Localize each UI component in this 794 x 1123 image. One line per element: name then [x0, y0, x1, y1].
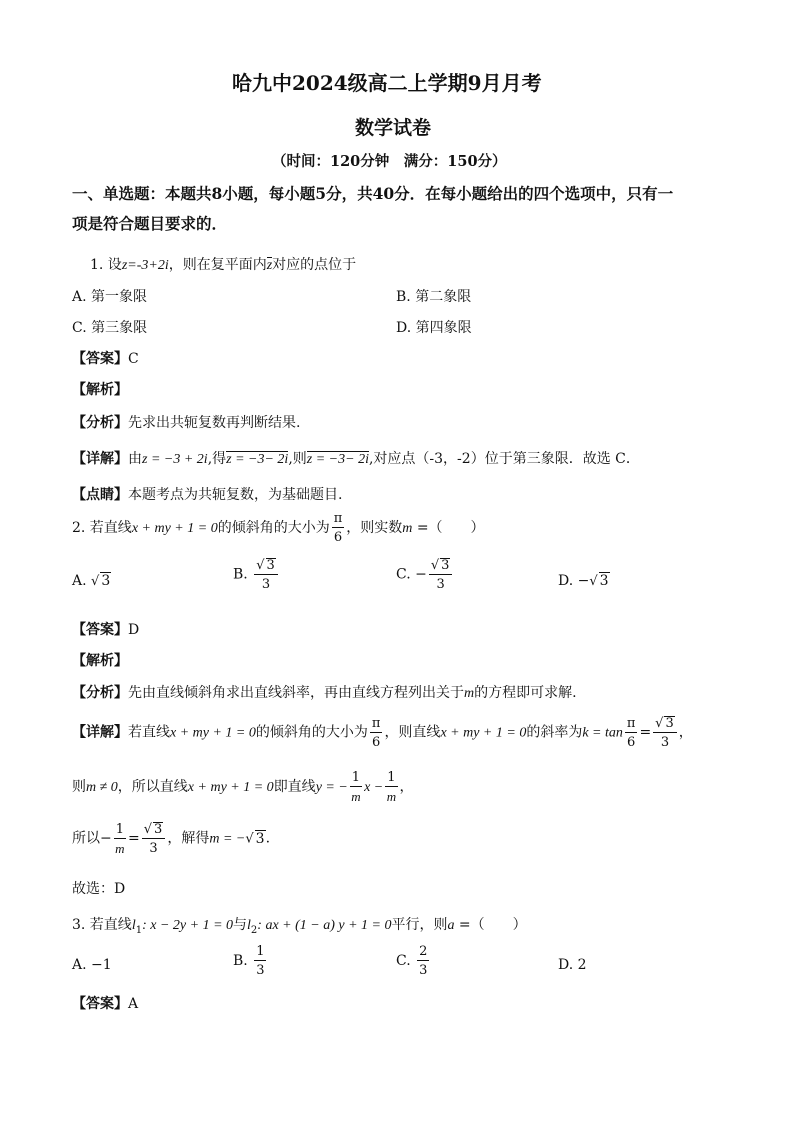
- sqrt-sign: √: [430, 558, 440, 573]
- q1-detail-c: ,则: [288, 451, 307, 467]
- fraction-denominator: 6: [333, 530, 343, 545]
- radicand: 3: [665, 716, 674, 731]
- q2-answer-value: D: [128, 622, 140, 638]
- fraction-numerator: π: [371, 715, 381, 731]
- sqrt-sign: √: [245, 831, 254, 847]
- q1-fenxi-text: 先求出共轭复数再判断结果.: [128, 415, 301, 431]
- q3-l2: l: [247, 918, 251, 933]
- q2-conclusion: 故选：D: [72, 881, 126, 897]
- q2-d2-one-over-m: [350, 771, 362, 803]
- q1-answer-value: C: [128, 351, 139, 367]
- q3-stem-mid: 与: [233, 917, 248, 933]
- q1-stem-equation: z=-3+2i: [121, 258, 169, 273]
- q2-d1-k: k = tan: [582, 725, 623, 741]
- q1-option-a: A. 第一象限: [72, 289, 148, 305]
- q2-stem-equation: x + my + 1 = 0: [131, 521, 218, 536]
- q1-detail-eq3: z = −3− 2i: [306, 452, 369, 467]
- q3-stem-end: =（ ）: [454, 917, 527, 933]
- fraction-denominator: 3: [436, 577, 445, 592]
- fraction-numerator: 1: [351, 770, 361, 785]
- fraction-denominator: 3: [149, 841, 158, 856]
- q2-fenxi-a: 先由直线倾斜角求出直线斜率，再由直线方程列出关于: [128, 685, 464, 701]
- sqrt-sign: √: [91, 574, 100, 589]
- q1-dianjing-text: 本题考点为共轭复数，为基础题目.: [128, 487, 343, 503]
- radicand: 3: [441, 558, 450, 573]
- q2-d1-a: 若直线: [128, 724, 170, 741]
- answer-label: 【答案】: [72, 351, 128, 367]
- q2-d3-sqrt3-over-3: [142, 822, 166, 855]
- answer-label: 【答案】: [72, 622, 128, 638]
- q1-detail: [72, 448, 640, 468]
- q1-detail-eq2: z = −3− 2i: [226, 452, 289, 467]
- q2-option-c-label: C.: [396, 566, 411, 583]
- fraction-numerator: 1: [256, 944, 265, 959]
- q3-option-d: D. 2: [558, 957, 587, 973]
- q3-l1: l: [131, 918, 136, 933]
- q2-stem-prefix: 2. 若直线: [72, 520, 132, 536]
- q3-option-b: [233, 945, 268, 977]
- q3-l1-sub: 1: [135, 924, 143, 936]
- fraction-denominator: m: [386, 789, 397, 804]
- q2-option-a: [72, 572, 111, 589]
- radicand: 3: [266, 558, 275, 573]
- q3-l2-sub: 2: [250, 924, 258, 936]
- q1-detail-eq1: z = −3 + 2i: [142, 452, 208, 467]
- q3-option-b-fraction: [254, 945, 266, 977]
- q1-option-c: C. 第三象限: [72, 320, 148, 336]
- page-title: 哈九中2024级高二上学期9月月考: [232, 71, 542, 95]
- q2-option-b-label: B.: [233, 566, 248, 583]
- section-heading-line2: 项是符合题目要求的．: [72, 214, 228, 233]
- fraction-denominator: m: [351, 789, 361, 804]
- q2-d2-c: 即直线: [273, 779, 316, 795]
- fraction-numerator: [429, 558, 453, 575]
- detail-label: 【详解】: [72, 724, 128, 741]
- minus-sign: −: [415, 566, 427, 583]
- sqrt-sign: √: [655, 716, 664, 731]
- sqrt-sign: √: [589, 574, 598, 589]
- q2-fenxi: [72, 682, 577, 702]
- q3-option-b-label: B.: [233, 953, 248, 969]
- q2-d3-minus: −: [100, 830, 112, 847]
- radicand: 3: [154, 822, 163, 837]
- exam-meta: （时间：120分钟 满分：150分）: [272, 153, 507, 170]
- q2-option-b: [233, 558, 280, 591]
- q1-answer: [72, 348, 139, 368]
- q2-d1-eqsign: =: [639, 724, 652, 741]
- q3-option-c: [396, 945, 431, 977]
- q1-stem: [90, 254, 356, 274]
- q2-option-a-label: A.: [72, 573, 87, 589]
- fenxi-label: 【分析】: [72, 685, 128, 701]
- q2-d1-d: 的斜率为: [526, 724, 583, 741]
- analysis-label: 【解析】: [72, 653, 128, 669]
- q1-option-d: D. 第四象限: [396, 320, 472, 336]
- fenxi-label: 【分析】: [72, 415, 128, 431]
- fraction-denominator: 6: [627, 734, 636, 750]
- analysis-label: 【解析】: [72, 382, 128, 398]
- fraction-numerator: [254, 558, 278, 575]
- q2-option-a-value: 3: [101, 573, 111, 589]
- q2-d3-a: 所以: [72, 830, 100, 847]
- q1-detail-b: ,得: [207, 451, 227, 467]
- dianjing-label: 【点睛】: [72, 487, 128, 503]
- q3-stem-a: a: [447, 918, 455, 933]
- q2-d1-eq: x + my + 1 = 0: [170, 725, 256, 741]
- fraction-numerator: 1: [387, 770, 396, 785]
- q2-detail-line3: [72, 822, 270, 855]
- q2-d1-pi-over-6: [370, 717, 383, 749]
- q2-analysis-label: [72, 650, 128, 670]
- section-heading-line1: 一、单选题：本题共8小题，每小题5分，共40分．在每小题给出的四个选项中，只有一: [72, 184, 674, 203]
- q3-answer-value: A: [128, 996, 139, 1012]
- sqrt-sign: √: [256, 558, 265, 573]
- q2-d3-b: ，解得: [167, 830, 210, 847]
- fraction-denominator: 6: [372, 734, 381, 750]
- q2-stem: [72, 512, 485, 544]
- q1-stem-end: 对应的点位于: [272, 257, 357, 273]
- q2-option-d: D. −√ 3: [558, 573, 609, 589]
- q2-option-d-label: D.: [558, 573, 574, 589]
- q2-d1-c: ，则直线: [384, 724, 441, 741]
- answer-label: 【答案】: [72, 996, 128, 1012]
- q3-eq1: : x − 2y + 1 = 0: [142, 918, 234, 933]
- q2-stem-c: ，则实数: [346, 520, 403, 536]
- fraction-numerator: 1: [115, 821, 125, 837]
- fraction-numerator: [653, 716, 677, 733]
- q2-d3-one-over-m: [114, 823, 126, 855]
- fraction-denominator: m: [115, 840, 125, 856]
- radicand: 3: [255, 830, 265, 847]
- q1-detail-a: 由: [128, 451, 142, 467]
- q2-d1-end: ，: [678, 724, 693, 741]
- q1-detail-d: ,对应点（-3，-2）位于第三象限．故选 C．: [368, 451, 640, 467]
- q2-option-c-fraction: [429, 558, 453, 591]
- q2-d2-y: y = −: [315, 780, 348, 795]
- q3-stem-c: 平行，则: [391, 917, 448, 933]
- q2-option-c: [396, 558, 454, 591]
- q2-fenxi-b: 的方程即可求解.: [474, 685, 577, 701]
- fraction-numerator: [142, 822, 166, 839]
- q2-d1-b: 的倾斜角的大小为: [255, 724, 368, 741]
- fraction-numerator: π: [626, 715, 636, 731]
- q2-pi-over-6: [332, 512, 345, 544]
- q3-stem-prefix: 3. 若直线: [72, 917, 132, 933]
- q2-d3-end: .: [265, 830, 271, 847]
- q3-answer: [72, 993, 138, 1013]
- sqrt-sign: √: [143, 822, 153, 837]
- fraction-numerator: 2: [419, 944, 428, 959]
- q2-d2-m: m ≠ 0: [86, 780, 118, 795]
- q2-stem-end: =（ ）: [412, 520, 485, 536]
- q2-answer: [72, 619, 139, 639]
- q3-stem: [72, 914, 527, 936]
- q2-option-d-value: 3: [599, 573, 609, 589]
- q2-stem-m: m: [402, 521, 413, 536]
- q3-option-a: A. −1: [72, 957, 112, 973]
- q3-option-c-label: C.: [396, 953, 411, 969]
- q2-stem-mid: 的倾斜角的大小为: [217, 520, 330, 536]
- page-subtitle: 数学试卷: [355, 117, 432, 139]
- q1-stem-zbar: z: [266, 258, 273, 273]
- q2-option-b-fraction: [254, 558, 278, 591]
- q2-d2-eq: x + my + 1 = 0: [187, 780, 274, 795]
- q2-fenxi-m: m: [464, 686, 475, 701]
- fraction-denominator: 3: [419, 963, 428, 978]
- q2-d3-res: m = −: [209, 831, 246, 847]
- q1-stem-prefix: 1. 设: [90, 257, 122, 273]
- q1-fenxi: [72, 412, 300, 432]
- q2-d1-pi-over-6-b: [625, 717, 638, 749]
- q2-d2-b: ，所以直线: [117, 779, 188, 795]
- q3-eq2: : ax + (1 − a) y + 1 = 0: [257, 918, 392, 933]
- detail-label: 【详解】: [72, 451, 128, 467]
- q2-d1-eq2: x + my + 1 = 0: [440, 725, 527, 741]
- q2-d2-x: x −: [364, 780, 384, 795]
- q3-option-c-fraction: [417, 945, 429, 977]
- q2-d2-end: ，: [399, 779, 414, 795]
- q1-option-b: B. 第二象限: [396, 289, 472, 305]
- fraction-denominator: 3: [256, 963, 265, 978]
- q2-detail-line1: [72, 716, 693, 749]
- q2-d1-sqrt3-over-3: [653, 716, 677, 749]
- q2-d2-a: 则: [72, 779, 86, 795]
- fraction-numerator: π: [333, 511, 343, 526]
- q1-dianjing: [72, 484, 342, 504]
- fraction-denominator: 3: [660, 735, 670, 750]
- q1-stem-mid: ，则在复平面内: [168, 257, 267, 273]
- q2-d3-eq: =: [128, 830, 140, 847]
- q1-analysis-label: [72, 379, 128, 399]
- fraction-denominator: 3: [261, 577, 271, 592]
- q2-detail-line2: [72, 771, 414, 803]
- q2-d2-one-over-m-b: [385, 771, 397, 803]
